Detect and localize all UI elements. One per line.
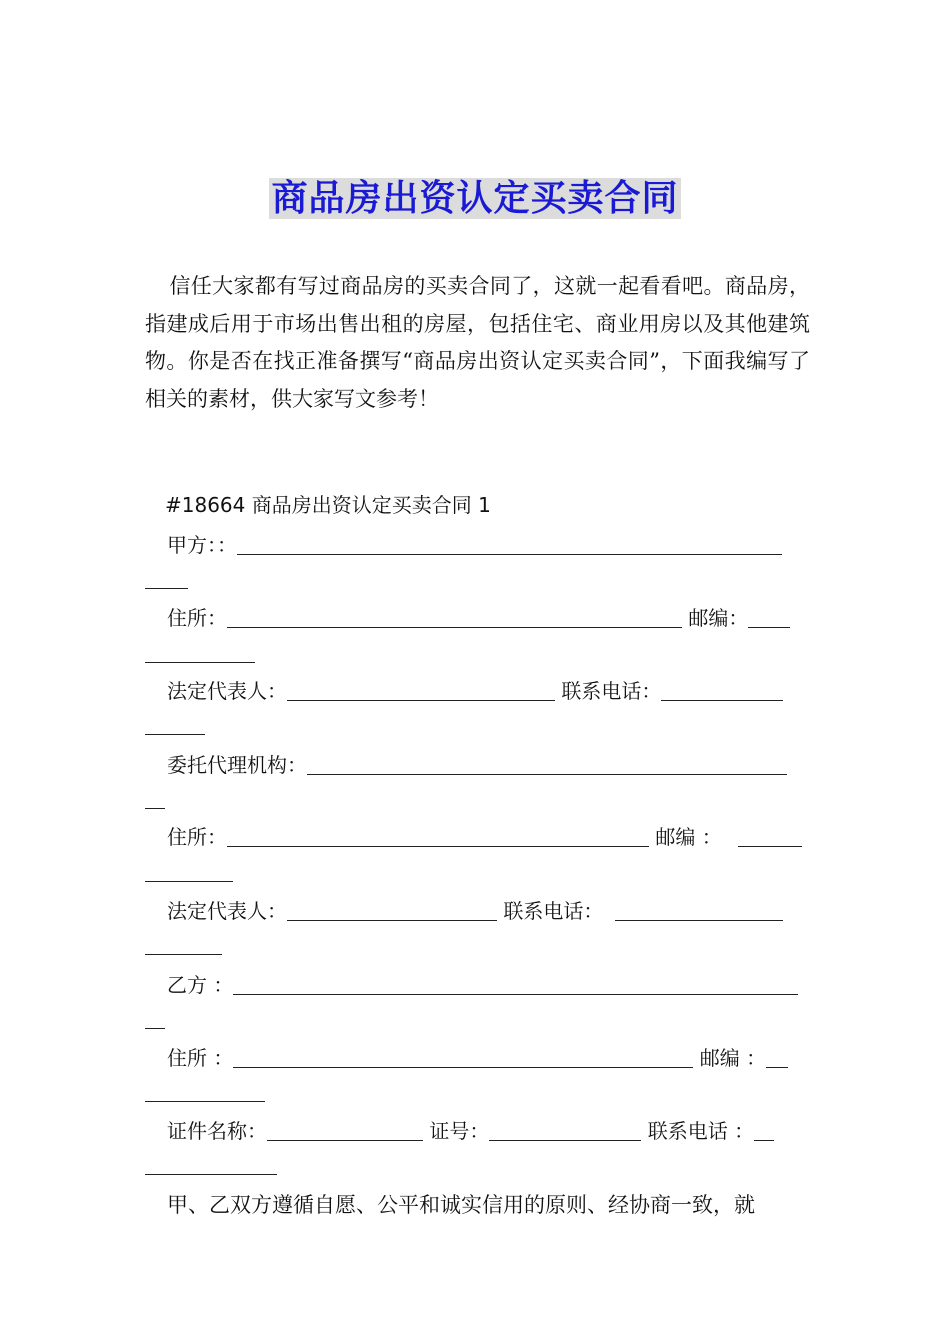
a-phone-label: 联系电话： [561,679,662,703]
section-heading: #18664 商品房出资认定买卖合同 1 [165,493,491,517]
b-postcode-blank-cont[interactable] [145,1079,265,1102]
party-a-blank-cont[interactable] [145,566,188,589]
agency-phone-blank-cont[interactable] [145,932,222,955]
agency-blank[interactable] [307,752,787,775]
agency-legal-rep-blank[interactable] [287,898,497,921]
b-phone-blank-cont[interactable] [145,1152,277,1175]
a-address-label: 住所： [167,606,227,630]
b-address-label: 住所 ： [167,1046,234,1070]
a-postcode-label: 邮编： [688,606,749,630]
b-id-name-label: 证件名称： [167,1119,267,1143]
b-id-number-label: 证号： [429,1119,490,1143]
closing-paragraph [145,1190,810,1220]
agency-postcode-blank[interactable] [738,824,802,847]
agency-phone-blank[interactable] [615,898,783,921]
b-postcode-blank[interactable] [766,1045,788,1068]
title-text: 商品房出资认定买卖合同 [271,178,679,219]
party-b-blank-cont[interactable] [145,1006,165,1029]
party-a-line [145,530,810,560]
agency-blank-cont[interactable] [145,786,165,809]
closing-text: 甲、乙双方遵循自愿、公平和诚实信用的原则、经协商一致，就 [167,1193,755,1217]
intro-paragraph [145,268,810,418]
a-address-line [145,603,810,633]
agency-postcode-label: 邮编 ： [655,825,722,849]
agency-line [145,750,810,780]
party-b-line [145,970,810,1000]
agency-phone-label: 联系电话： [503,899,604,923]
party-a-blank[interactable] [237,532,782,555]
a-legal-rep-label: 法定代表人： [167,679,287,703]
party-b-blank[interactable] [233,972,798,995]
b-address-line [145,1043,810,1073]
b-address-blank[interactable] [233,1045,693,1068]
a-phone-blank[interactable] [661,678,783,701]
b-phone-blank[interactable] [754,1118,774,1141]
agency-legal-rep-label: 法定代表人： [167,899,287,923]
agency-postcode-blank-cont[interactable] [145,859,233,882]
document-title [0,176,950,222]
agency-address-label: 住所： [167,825,227,849]
intro-text: 信任大家都有写过商品房的买卖合同了，这就一起看看吧。商品房，指建成后用于市场出售出租的房屋，包括住宅、商业用房以及其他建筑物。你是否在找正准备撰写“商品房出资认定买卖合同”，下面我编写了相关的素材，供大家写文参考！ [145,274,810,411]
party-b-label: 乙方 ： [167,973,234,997]
a-address-blank[interactable] [227,605,682,628]
agency-label: 委托代理机构： [167,753,307,777]
b-id-number-blank[interactable] [489,1118,641,1141]
b-id-line [145,1116,810,1146]
party-a-label: 甲方：： [167,533,237,557]
agency-address-blank[interactable] [227,824,649,847]
agency-legal-line [145,896,810,926]
a-postcode-blank-cont[interactable] [145,640,255,663]
agency-address-line [145,822,810,852]
b-id-name-blank[interactable] [267,1118,423,1141]
a-legal-rep-blank[interactable] [287,678,555,701]
a-postcode-blank[interactable] [748,605,790,628]
a-phone-blank-cont[interactable] [145,712,205,735]
a-legal-line [145,676,810,706]
b-postcode-label: 邮编 ： [699,1046,767,1070]
b-phone-label: 联系电话 ： [647,1119,755,1143]
